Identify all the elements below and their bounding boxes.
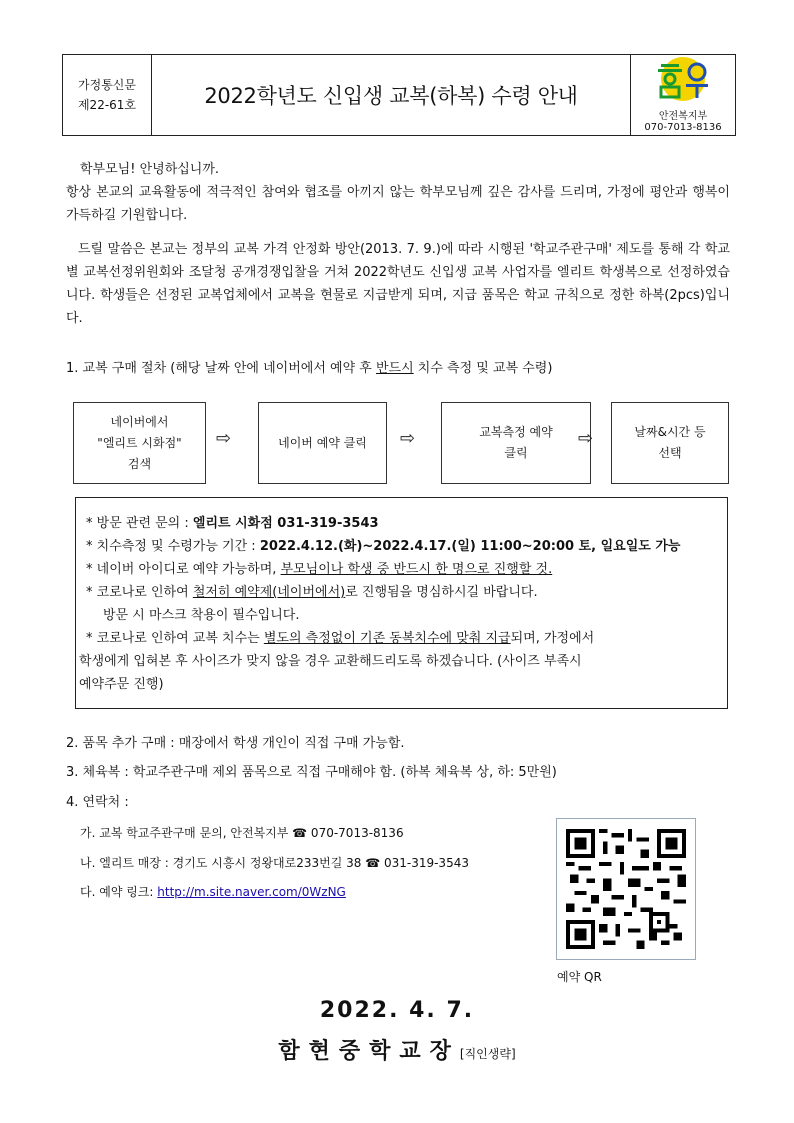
arrow-right-icon: ⇨: [400, 428, 416, 449]
seal-omitted: [직인생략]: [459, 1047, 516, 1061]
intro-paragraph-1: 항상 본교의 교육활동에 적극적인 참여와 협조를 아끼지 않는 학부모님께 깊은 감사를 드리며, 가정에 평안과 행복이 가득하길 기원합니다.: [66, 185, 730, 223]
note-period: * 치수측정 및 수령가능 기간 : 2022.4.12.(화)~2022.4.17.(일) 11:00~20:00 토, 일요일도 가능: [86, 539, 681, 554]
greeting: 학부모님! 안녕하십니까.: [80, 162, 220, 177]
note-preorder: 예약주문 진행): [79, 677, 164, 692]
qr-code-frame: [556, 818, 696, 960]
reservation-link[interactable]: http://m.site.naver.com/0WzNG: [157, 885, 346, 899]
doc-title: 2022학년도 신입생 교복(하복) 수령 안내: [204, 84, 578, 108]
doc-id-cell: [63, 55, 152, 135]
arrow-right-icon: ⇨: [216, 428, 232, 449]
school-logo-cell: [630, 55, 735, 135]
intro-paragraph-2: 드릴 말씀은 본교는 정부의 교복 가격 안정화 방안(2013. 7. 9.)에 따라 시행된 '학교주관구매' 제도를 통해 각 학교별 교복선정위원회와 조달청 공개경쟁입찰을 거쳐 2022학년도 신입생 교복 사업자를 엘리트 학생복으로 선정하였습니다. 학생들은 선정된 교복업체에서 교복을 현물로 지급받게 되며, 지급 품목은 학교 규칙으로 정한 하복(2pcs)입니다.: [66, 242, 730, 326]
item-additional-purchase: 2. 품목 추가 구매 : 매장에서 학생 개인이 직접 구매 가능함.: [66, 736, 405, 751]
step-2-box: 네이버 예약 클릭: [258, 402, 387, 484]
school-logo-icon: [650, 55, 716, 105]
signature-line: [0, 1034, 794, 1065]
section-1-heading: 1. 교복 구매 절차 (해당 날짜 안에 네이버에서 예약 후 반드시 치수 측정 및 교복 수령): [66, 361, 553, 376]
dept-name: 안전복지부: [658, 111, 708, 122]
principal-title: 함현중학교장: [278, 1039, 460, 1064]
notes-box: [75, 497, 728, 709]
doc-type: 가정통신문: [78, 78, 136, 92]
qr-code-icon[interactable]: [566, 829, 686, 949]
doc-number: 제22-61호: [77, 98, 137, 112]
qr-caption: 예약 QR: [557, 970, 602, 984]
item-contacts-heading: 4. 연락처 :: [66, 795, 129, 810]
arrow-right-icon: ⇨: [578, 428, 594, 449]
document-header: [62, 54, 736, 136]
dept-phone: 070-7013-8136: [644, 122, 722, 133]
note-covid-size: * 코로나로 인하여 교복 치수는 별도의 측정없이 기존 동복치수에 맞춰 지급되며, 가정에서: [86, 631, 595, 646]
step-4-box: 날짜&시간 등 선택: [611, 402, 729, 484]
item-pe-uniform: 3. 체육복 : 학교주관구매 제외 품목으로 직접 구매해야 함. (하복 체육복 상, 하: 5만원): [66, 765, 557, 780]
issue-date: 2022. 4. 7.: [319, 998, 475, 1023]
note-covid-reservation: * 코로나로 인하여 철저히 예약제(네이버에서)로 진행됨을 명심하시길 바랍니다.: [86, 585, 538, 600]
reservation-link-line: 다. 예약 링크: http://m.site.naver.com/0WzNG: [80, 885, 346, 899]
step-1-box: 네이버에서 "엘리트 시화점" 검색: [73, 402, 206, 484]
contact-school: 가. 교복 학교주관구매 문의, 안전복지부 ☎ 070-7013-8136: [80, 826, 404, 840]
note-mask: 방문 시 마스크 착용이 필수입니다.: [103, 608, 300, 623]
note-visit-inquiry: * 방문 관련 문의 : 엘리트 시화점 031-319-3543: [86, 516, 379, 531]
note-exchange: 학생에게 입혀본 후 사이즈가 맞지 않을 경우 교환해드리도록 하겠습니다. (사이즈 부족시: [79, 654, 582, 669]
note-naver-id: * 네이버 아이디로 예약 가능하며, 부모님이나 학생 중 반드시 한 명으로 진행할 것.: [86, 562, 553, 577]
step-3-box: 교복측정 예약 클릭: [441, 402, 591, 484]
contact-store: 나. 엘리트 매장 : 경기도 시흥시 정왕대로233번길 38 ☎ 031-319-3543: [80, 856, 469, 870]
